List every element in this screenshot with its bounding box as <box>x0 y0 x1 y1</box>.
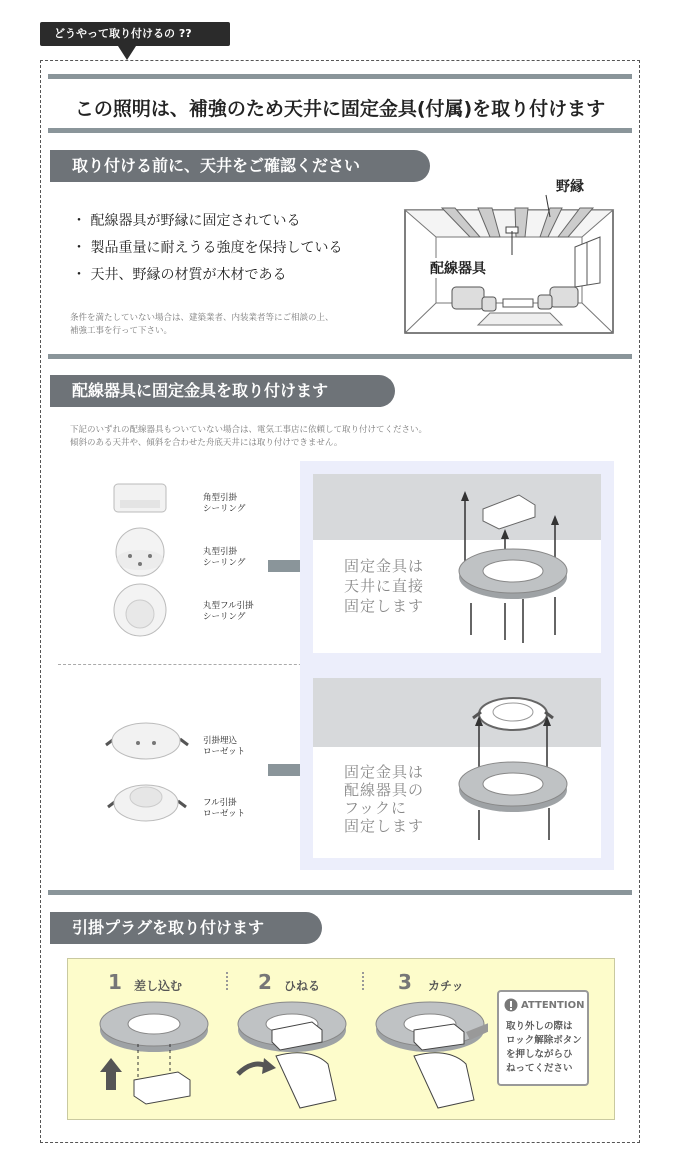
section3-heading: 引掛プラグを取り付けます <box>50 912 322 944</box>
section1-note-2: 補強工事を行って下さい。 <box>70 326 173 336</box>
title-bar-bottom <box>48 128 632 133</box>
plug-steps-illustration <box>98 1000 488 1115</box>
device-label-1a: 角型引掛 <box>203 493 238 503</box>
exclamation-icon <box>504 998 518 1012</box>
bracket-diagram-b <box>455 690 575 850</box>
title-bar-top <box>48 74 632 79</box>
attention-line-1: 取り外しの際は <box>506 1021 573 1032</box>
panel-a-text-3: 固定します <box>344 597 425 615</box>
step3-number: 3 <box>398 970 412 994</box>
label-haisen: 配線器具 <box>428 258 488 278</box>
section1-bullet-1: ・ 配線器具が野縁に固定されている <box>72 213 301 229</box>
panel-a-text-1: 固定金具は <box>344 557 425 575</box>
device-label-3a: 丸型フル引掛 <box>203 601 254 611</box>
device-label-1b: シーリング <box>203 504 246 514</box>
page-title: この照明は、補強のため天井に固定金具(付属)を取り付けます <box>74 98 606 120</box>
bracket-diagram-a <box>455 485 575 650</box>
section2-note-1: 下記のいずれの配線器具もついていない場合は、電気工事店に依頼して取り付けてください。 <box>70 425 428 435</box>
step3-label: カチッ <box>428 979 464 993</box>
panel-a-text-2: 天井に直接 <box>344 577 425 595</box>
device-label-2a: 丸型引掛 <box>203 547 238 557</box>
device-label-5a: フル引掛 <box>203 798 237 808</box>
attention-line-3: を押しながらひ <box>506 1049 573 1060</box>
section1-divider <box>48 354 632 359</box>
header-tag: どうやって取り付けるの ?? <box>40 22 230 46</box>
panel-b-text-4: 固定します <box>344 817 425 835</box>
section1-heading: 取り付ける前に、天井をご確認ください <box>50 150 430 182</box>
section2-divider <box>48 890 632 895</box>
panel-b-text-2: 配線器具の <box>344 781 425 799</box>
attention-line-4: ねってください <box>506 1063 573 1074</box>
ceiling-devices-a <box>108 480 188 640</box>
label-noen: 野縁 <box>556 179 584 195</box>
step1-label: 差し込む <box>134 979 183 993</box>
section1-note-1: 条件を満たしていない場合は、建築業者、内装業者等にご相談の上、 <box>70 313 334 323</box>
step-sep-1 <box>226 972 228 990</box>
device-label-3b: シーリング <box>203 612 246 622</box>
step1-number: 1 <box>108 970 122 994</box>
attention-title: ATTENTION <box>521 1000 585 1011</box>
section1-bullet-3: ・ 天井、野縁の材質が木材である <box>72 267 287 283</box>
step2-number: 2 <box>258 970 272 994</box>
section1-bullet-2: ・ 製品重量に耐えうる強度を保持している <box>72 240 343 256</box>
ceiling-devices-b <box>100 715 192 825</box>
panel-b-text-3: フックに <box>344 799 407 817</box>
section2-heading: 配線器具に固定金具を取り付けます <box>50 375 395 407</box>
step-sep-2 <box>362 972 364 990</box>
device-label-2b: シーリング <box>203 558 246 568</box>
step2-label: ひねる <box>284 979 321 993</box>
panel-b-text-1: 固定金具は <box>344 763 425 781</box>
device-label-4a: 引掛埋込 <box>203 736 238 746</box>
device-label-4b: ローゼット <box>203 747 246 757</box>
header-tag-tail <box>118 46 136 60</box>
device-label-5b: ローゼット <box>203 809 246 819</box>
section2-note-2: 傾斜のある天井や、傾斜を合わせた舟底天井には取り付けできません。 <box>70 438 343 448</box>
attention-line-2: ロック解除ボタン <box>506 1035 582 1046</box>
